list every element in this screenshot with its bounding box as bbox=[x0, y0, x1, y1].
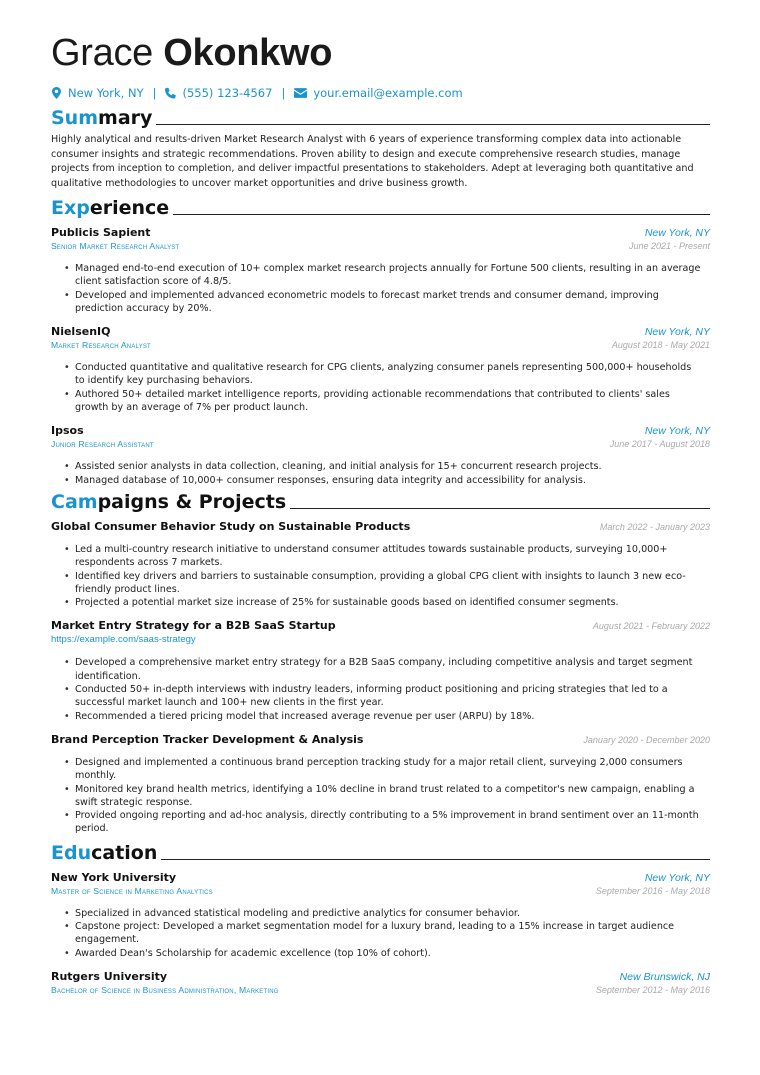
project-title: Market Entry Strategy for a B2B SaaS Startup bbox=[51, 619, 336, 633]
entry-subheader-row bbox=[51, 438, 710, 451]
bullet-item: • Led a multi-country research initiative to understand consumer attitudes towards sustainable products, surveying 10,000+ respondents across 7 markets. bbox=[64, 543, 710, 570]
bullet-item: • Provided ongoing reporting and ad-hoc analysis, directly contributing to a 5% improvement in brand sentiment over an 11-month period. bbox=[64, 809, 710, 836]
date-range: June 2017 - August 2018 bbox=[609, 439, 710, 450]
location-text: New York, NY bbox=[644, 425, 710, 438]
bullet-list bbox=[51, 543, 710, 609]
section-title-rest: cation bbox=[91, 841, 158, 864]
job-entry bbox=[51, 324, 710, 414]
experience-section-header bbox=[51, 197, 710, 219]
bullet-item: • Managed end-to-end execution of 10+ complex market research projects annually for Fortune 500 clients, resulting in an average client satisfaction score of 4.8/5. bbox=[64, 262, 710, 289]
section-divider bbox=[156, 124, 710, 125]
bullet-item: • Identified key drivers and barriers to sustainable consumption, providing a global CPG client with insights to launch 3 new eco-friendly product lines. bbox=[64, 570, 710, 597]
bullet-item: • Conducted 50+ in-depth interviews with industry leaders, informing product positioning and pricing strategies that led to a successful market launch and 100+ new clients in the first year. bbox=[64, 683, 710, 710]
bullet-item: • Assisted senior analysts in data collection, cleaning, and initial analysis for 15+ concurrent research projects. bbox=[64, 460, 710, 473]
location-text: New York, NY bbox=[68, 86, 144, 100]
projects-list bbox=[51, 519, 710, 836]
company-name: Ipsos bbox=[51, 424, 84, 438]
entry-subheader-row bbox=[51, 240, 710, 253]
entry-subheader-row bbox=[51, 984, 710, 997]
education-list bbox=[51, 870, 710, 997]
section-title-highlight: Exp bbox=[51, 197, 90, 219]
location-text: New York, NY bbox=[644, 326, 710, 339]
bullet-item: • Authored 50+ detailed market intelligence reports, providing actionable recommendations that contributed to clients' sales growth by an average of 7% per product launch. bbox=[64, 388, 710, 415]
section-title-rest: erience bbox=[89, 197, 170, 219]
location-text: New York, NY bbox=[644, 227, 710, 239]
contact-separator: | bbox=[152, 86, 157, 100]
bullet-item: • Developed and implemented advanced econometric models to forecast market trends and consumer demand, improving prediction accuracy by 20%. bbox=[64, 289, 710, 316]
first-name: Grace bbox=[51, 32, 153, 74]
job-title: Junior Research Assistant bbox=[51, 439, 154, 450]
institution-name: Rutgers University bbox=[51, 969, 168, 983]
phone-text: (555) 123-4567 bbox=[182, 86, 273, 100]
section-title-highlight: Sum bbox=[51, 107, 99, 129]
bullet-item: • Recommended a tiered pricing model that increased average revenue per user (ARPU) by 18%. bbox=[64, 710, 710, 723]
project-entry bbox=[51, 732, 710, 836]
bullet-item: • Designed and implemented a continuous brand perception tracking study for a major retail client, surveying 2,000 consumers monthly. bbox=[64, 756, 710, 783]
bullet-item: • Conducted quantitative and qualitative research for CPG clients, analyzing consumer panels representing 500,000+ households to identify key purchasing behaviors. bbox=[64, 361, 710, 388]
project-title: Global Consumer Behavior Study on Sustainable Products bbox=[51, 519, 411, 533]
project-entry bbox=[51, 519, 710, 609]
resume-page bbox=[51, 30, 710, 997]
bullet-list bbox=[51, 756, 710, 836]
date-range: June 2021 - Present bbox=[628, 241, 710, 251]
project-title: Brand Perception Tracker Development & Analysis bbox=[51, 732, 364, 746]
company-name: NielsenIQ bbox=[51, 325, 111, 339]
entry-header-row bbox=[51, 324, 710, 339]
contact-line bbox=[51, 85, 710, 101]
degree-title: Bachelor of Science in Business Administration, Marketing bbox=[51, 984, 279, 995]
envelope-icon bbox=[294, 87, 307, 99]
entry-header-row bbox=[51, 519, 710, 534]
entry-header-row bbox=[51, 423, 710, 438]
bullet-list bbox=[51, 262, 710, 315]
bullet-item: • Capstone project: Developed a market segmentation model for a luxury brand, leading to a 15% increase in target audience engagement. bbox=[64, 920, 710, 947]
date-range: September 2016 - May 2018 bbox=[595, 885, 710, 896]
bullet-item: • Specialized in advanced statistical modeling and predictive analytics for consumer behavior. bbox=[64, 907, 710, 920]
location-text: New York, NY bbox=[644, 871, 710, 884]
section-title bbox=[51, 107, 152, 129]
last-name: Okonkwo bbox=[163, 32, 333, 74]
entry-header-row bbox=[51, 225, 710, 240]
projects-section-header bbox=[51, 491, 710, 513]
section-title-rest: mary bbox=[98, 107, 153, 129]
phone-icon bbox=[165, 87, 176, 99]
job-title: Market Research Analyst bbox=[51, 340, 151, 351]
section-divider bbox=[173, 214, 710, 215]
date-range: September 2012 - May 2016 bbox=[595, 984, 710, 995]
education-entry bbox=[51, 870, 710, 960]
location-text: New Brunswick, NJ bbox=[619, 970, 710, 983]
project-entry bbox=[51, 618, 710, 722]
education-section-header bbox=[51, 842, 710, 864]
entry-subheader-row bbox=[51, 339, 710, 352]
bullet-list bbox=[51, 907, 710, 960]
bullet-item: • Managed database of 10,000+ consumer responses, ensuring data integrity and accessibility for analysis. bbox=[64, 474, 710, 487]
section-title-highlight: Edu bbox=[51, 841, 92, 864]
candidate-name bbox=[51, 30, 710, 76]
section-title bbox=[51, 491, 286, 513]
section-divider bbox=[161, 859, 710, 860]
bullet-item: • Projected a potential market size increase of 25% for sustainable goods based on identified consumer segments. bbox=[64, 596, 710, 609]
date-range: January 2020 - December 2020 bbox=[583, 734, 710, 745]
email-link[interactable]: your.email@example.com bbox=[313, 86, 463, 100]
entry-header-row bbox=[51, 969, 710, 984]
section-title bbox=[51, 842, 157, 864]
entry-header-row bbox=[51, 870, 710, 885]
entry-subheader-row bbox=[51, 885, 710, 898]
bullet-item: • Developed a comprehensive market entry strategy for a B2B SaaS company, including competitive analysis and target segment identification. bbox=[64, 656, 710, 683]
bullet-list bbox=[51, 656, 710, 722]
date-range: August 2021 - February 2022 bbox=[592, 621, 710, 632]
degree-title: Master of Science in Marketing Analytics bbox=[51, 885, 213, 896]
bullet-list bbox=[51, 460, 710, 487]
contact-separator: | bbox=[281, 86, 286, 100]
summary-text: Highly analytical and results-driven Market Research Analyst with 6 years of experience transforming complex data into actionable consumer insights and strategic recommendations. Proven ability to design and execute comprehensive research studies, manage projects from inception to completion, and deliver impactful presentations to stakeholders. Adept at leveraging both quantitative and qualitative methodologies to uncover market opportunities and drive business growth. bbox=[51, 134, 694, 189]
map-marker-icon bbox=[51, 87, 62, 99]
job-entry bbox=[51, 423, 710, 487]
summary-section-header bbox=[51, 107, 710, 129]
section-title bbox=[51, 197, 169, 219]
job-entry bbox=[51, 225, 710, 315]
bullet-list bbox=[51, 361, 710, 414]
date-range: August 2018 - May 2021 bbox=[611, 340, 710, 351]
section-title-highlight: Cam bbox=[51, 490, 98, 513]
bullet-item: • Awarded Dean's Scholarship for academic excellence (top 10% of cohort). bbox=[64, 947, 710, 960]
entry-header-row bbox=[51, 732, 710, 747]
job-title: Senior Market Research Analyst bbox=[51, 241, 180, 251]
institution-name: New York University bbox=[51, 870, 177, 884]
entry-header-row bbox=[51, 618, 710, 633]
project-link[interactable]: https://example.com/saas-strategy bbox=[51, 634, 196, 646]
education-entry bbox=[51, 969, 710, 997]
experience-list bbox=[51, 225, 710, 487]
bullet-item: • Monitored key brand health metrics, identifying a 10% decline in brand trust related to a competitor's new campaign, enabling a swift strategic response. bbox=[64, 783, 710, 810]
company-name: Publicis Sapient bbox=[51, 226, 151, 239]
date-range: March 2022 - January 2023 bbox=[599, 521, 710, 532]
section-title-rest: paigns & Projects bbox=[97, 490, 287, 513]
section-divider bbox=[290, 508, 710, 509]
